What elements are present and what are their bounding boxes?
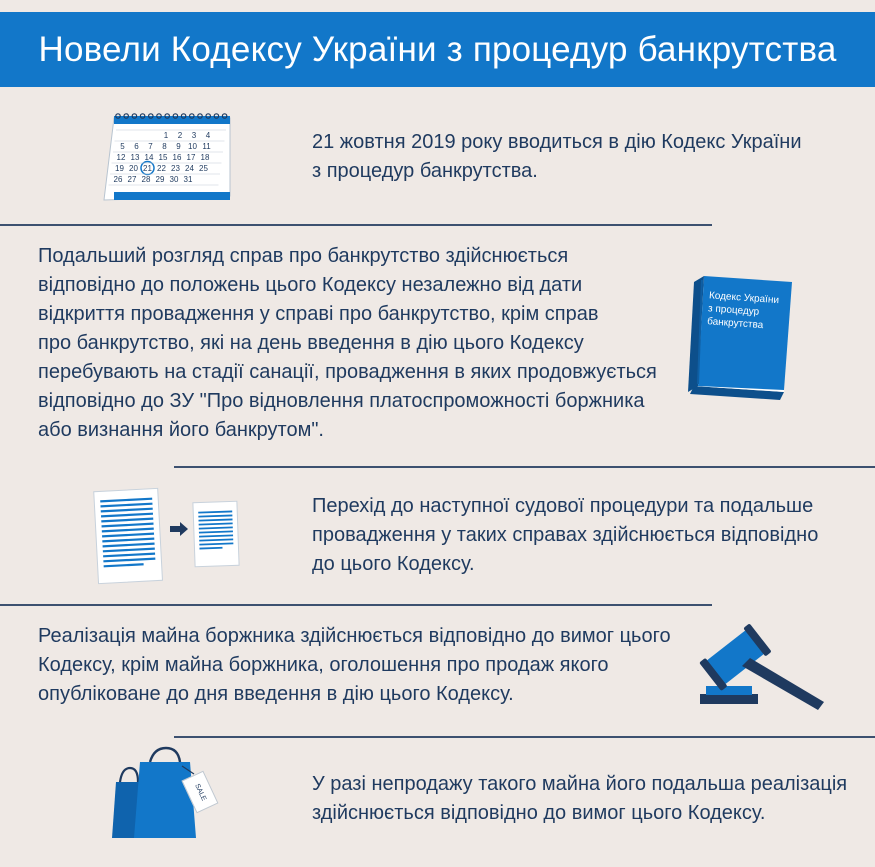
gavel-icon (696, 622, 832, 718)
text-line: У разі непродажу такого майна його подальша реалізація (312, 773, 848, 795)
section-1-text (312, 128, 802, 186)
calendar-day: 23 (171, 164, 180, 173)
text-line: 21 жовтня 2019 року вводиться в дію Кодекс України (312, 131, 802, 153)
calendar-day: 4 (205, 131, 211, 140)
text-line: відкриття провадження у справі про банкрутство, крім справ (38, 303, 599, 325)
calendar-day: 29 (155, 175, 165, 184)
calendar-icon (98, 108, 238, 204)
calendar-day: 9 (176, 142, 181, 151)
text-line: провадження у таких справах здійснюється відповідно (312, 524, 819, 546)
divider-4 (174, 736, 875, 738)
text-line: відповідно до ЗУ "Про відновлення платоспроможності боржника (38, 390, 645, 412)
text-line: опубліковане до дня введення в дію цього Кодексу. (38, 683, 514, 705)
calendar-day: 15 (158, 153, 168, 162)
text-line: з процедур банкрутства. (312, 160, 538, 182)
calendar-day: 1 (163, 131, 169, 140)
calendar-day: 19 (115, 164, 124, 173)
book-title (707, 289, 790, 333)
code-book-icon (684, 272, 796, 402)
divider-2 (174, 466, 875, 468)
text-line: Кодексу, крім майна боржника, оголошення про продаж якого (38, 654, 609, 676)
calendar-day: 22 (157, 164, 166, 173)
calendar-day: 21 (143, 164, 152, 173)
page-title: Новели Кодексу України з процедур банкрутства (38, 29, 837, 69)
calendar-day: 12 (116, 153, 126, 162)
calendar-day: 25 (199, 164, 208, 173)
calendar-day: 6 (134, 142, 139, 151)
calendar-day: 18 (200, 153, 210, 162)
divider-1 (0, 224, 712, 226)
text-line: Перехід до наступної судової процедури та подальше (312, 495, 814, 517)
divider-3 (0, 604, 712, 606)
calendar-day: 27 (127, 175, 137, 184)
text-line: відповідно до положень цього Кодексу незалежно від дати (38, 274, 583, 296)
calendar-day: 14 (144, 153, 154, 162)
calendar-day: 10 (188, 142, 197, 151)
calendar-day: 3 (191, 131, 197, 140)
section-3-text (312, 492, 818, 579)
section-4-text (38, 622, 671, 709)
text-line: про банкрутство, які на день введення в дію цього Кодексу (38, 332, 584, 354)
text-line: Подальший розгляд справ про банкрутство здійснюється (38, 245, 569, 267)
text-line: Реалізація майна боржника здійснюється відповідно до вимог цього (38, 625, 671, 647)
calendar-day: 24 (185, 164, 194, 173)
calendar-day: 2 (177, 131, 183, 140)
document-transfer-icon (92, 484, 244, 588)
book-title-line: банкрутства (706, 316, 764, 332)
calendar-day: 11 (202, 142, 211, 151)
calendar-day: 30 (169, 175, 179, 184)
book-title-line: з процедур (707, 303, 760, 318)
text-line: перебувають на стадії санації, провадження в яких продовжується (38, 361, 657, 383)
calendar-day: 26 (113, 175, 123, 184)
text-line: здійснюється відповідно до вимог цього Кодексу. (312, 802, 766, 824)
sale-tag-label: SALE (193, 782, 207, 802)
calendar-day: 13 (130, 153, 140, 162)
calendar-day: 16 (172, 153, 182, 162)
calendar-day: 20 (129, 164, 138, 173)
calendar-day: 5 (120, 142, 125, 151)
calendar-day: 8 (162, 142, 167, 151)
text-line: до цього Кодексу. (312, 553, 475, 575)
title-banner (0, 12, 875, 87)
book-title-line: Кодекс України (708, 290, 780, 307)
section-5-text (312, 770, 847, 828)
calendar-day: 31 (183, 175, 193, 184)
shopping-bags-icon (110, 746, 228, 846)
section-2-text (38, 242, 657, 445)
calendar-day: 17 (186, 153, 196, 162)
calendar-day: 7 (148, 142, 153, 151)
text-line: або визнання його банкрутом". (38, 419, 324, 441)
calendar-day: 28 (141, 175, 151, 184)
